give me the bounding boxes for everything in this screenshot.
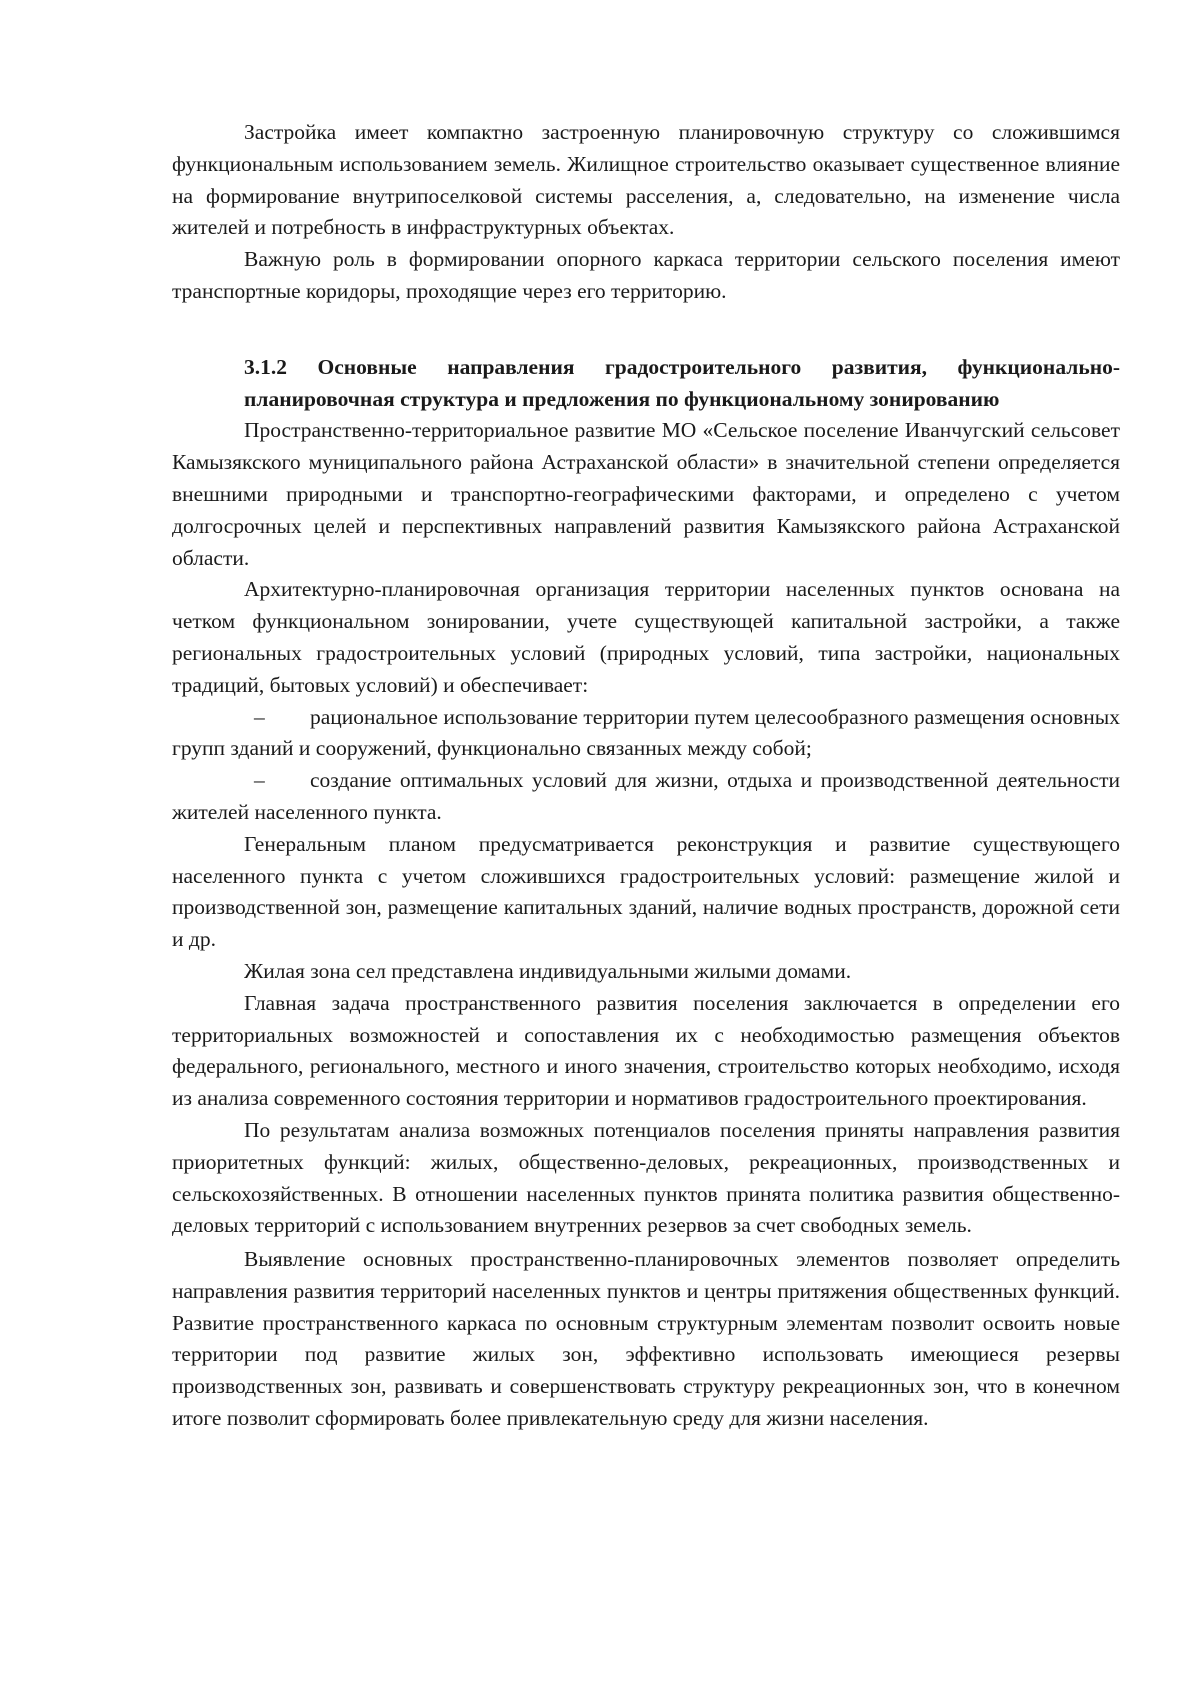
- paragraph-residential-zone: Жилая зона сел представлена индивидуальными жилыми домами.: [244, 958, 852, 983]
- list-item-text: создание оптимальных условий для жизни, отдыха и производственной деятельности жителей населенного пункта.: [172, 768, 1120, 824]
- paragraph-analysis-results: По результатам анализа возможных потенциалов поселения приняты направления развития приоритетных функций: жилых, общественно-деловых, рекреационных, производственных и сельскохозяйственных. В отношении населенных пунктов принята политика развития общественно-деловых территорий с использованием внутренних резервов за счет свободных земель.: [172, 1117, 1120, 1238]
- paragraph-general-plan: Генеральным планом предусматривается реконструкция и развитие существующего населенного пункта с учетом сложившихся градостроительных условий: размещение жилой и производственной зон, размещение капитальных зданий, наличие водных пространств, дорожной сети и др.: [172, 831, 1120, 952]
- paragraph-architectural-organization: Архитектурно-планировочная организация территории населенных пунктов основана на четком функциональном зонировании, учете существующей капитальной застройки, а также региональных градостроительных условий (природных условий, типа застройки, национальных традиций, бытовых условий) и обеспечивает:: [172, 577, 1120, 697]
- list-item: [172, 702, 1120, 766]
- section-heading: 3.1.2 Основные направления градостроительного развития, функционально-планировочная структура и предложения по функциональному зонированию: [244, 354, 1120, 411]
- list-item: [172, 765, 1120, 829]
- paragraph-development-structure: Застройка имеет компактно застроенную планировочную структуру со сложившимся функциональным использованием земель. Жилищное строительство оказывает существенное влияние на формирование внутрипоселковой системы расселения, а, следовательно, на изменение числа жителей и потребность в инфраструктурных объектах.: [172, 120, 1120, 240]
- paragraph-planning-elements: Выявление основных пространственно-планировочных элементов позволяет определить направления развития территорий населенных пунктов и центры притяжения общественных функций. Развитие пространственного каркаса по основным структурным элементам позволит освоить новые территории под развитие жилых зон, эффективно использовать имеющиеся резервы производственных зон, развивать и совершенствовать структуру рекреационных зон, что в конечном итоге позволит сформировать более привлекательную среду для жизни населения.: [172, 1247, 1120, 1431]
- list-dash: –: [254, 768, 265, 793]
- paragraph-main-task: Главная задача пространственного развития поселения заключается в определении его территориальных возможностей и сопоставления их с необходимостью размещения объектов федерального, регионального, местного и иного значения, строительство которых необходимо, исходя из анализа современного состояния территории и нормативов градостроительного проектирования.: [172, 990, 1120, 1111]
- list-item-text: рациональное использование территории путем целесообразного размещения основных групп зданий и сооружений, функционально связанных между собой;: [172, 704, 1120, 761]
- paragraph-spatial-development: Пространственно-территориальное развитие МО «Сельское поселение Иванчугский сельсовет Камызякского муниципального района Астраханской области» в значительной степени определяется внешними природными и транспортно-географическими факторами, и определено с учетом долгосрочных целей и перспективных направлений развития Камызякского района Астраханской области.: [172, 418, 1120, 570]
- paragraph-transport-corridors: Важную роль в формировании опорного каркаса территории сельского поселения имеют транспортные коридоры, проходящие через его территорию.: [172, 247, 1120, 303]
- list-dash: –: [254, 704, 265, 729]
- document-body: [172, 117, 1120, 1435]
